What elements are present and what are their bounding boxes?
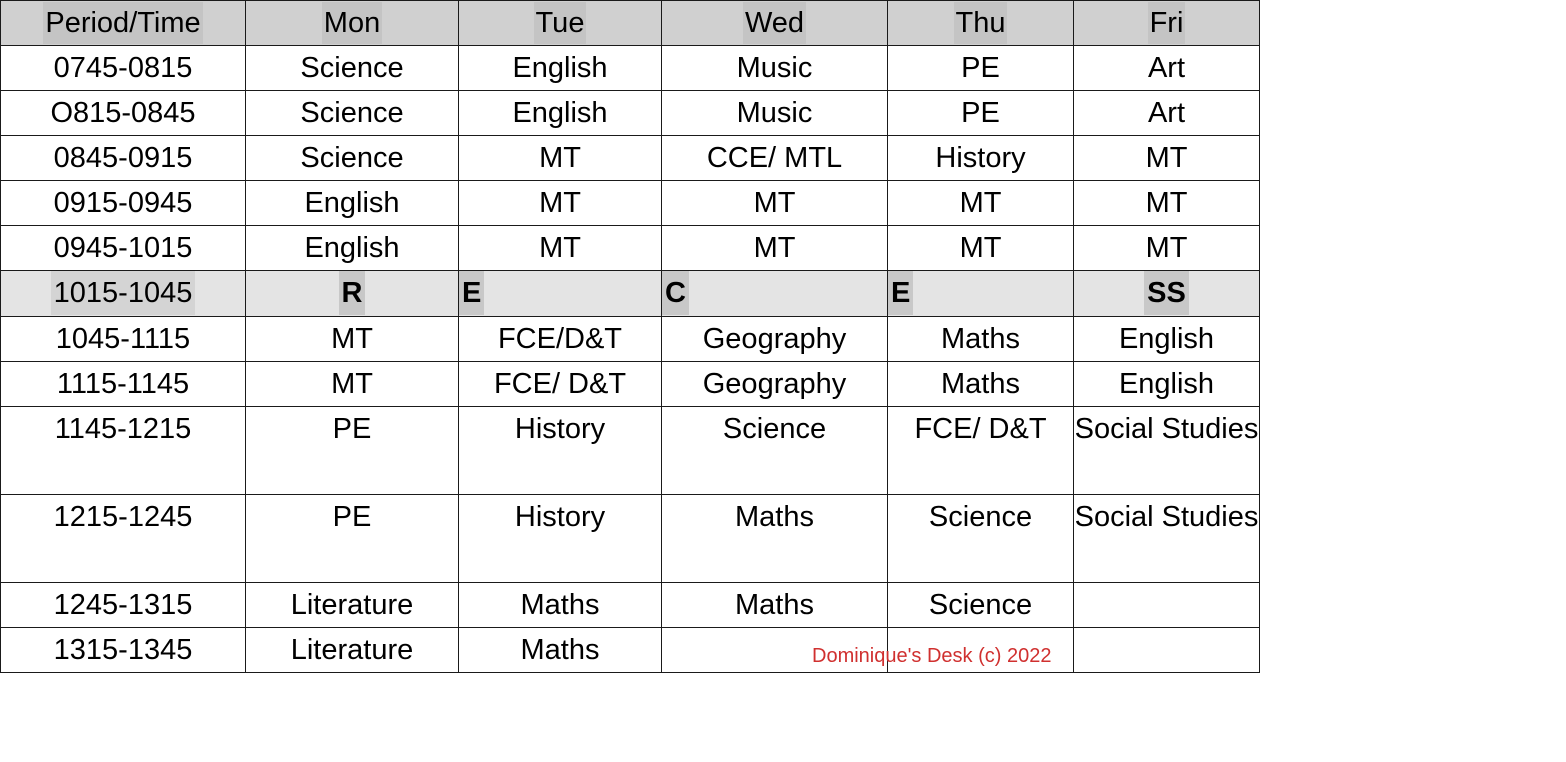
subject-cell: MT [888, 181, 1074, 226]
subject-cell: Science [246, 46, 459, 91]
subject-cell: English [459, 46, 662, 91]
subject-cell: PE [888, 46, 1074, 91]
subject-cell: Science [246, 91, 459, 136]
subject-cell: PE [246, 407, 459, 495]
table-row [1, 91, 1260, 136]
subject-cell: FCE/ D&T [888, 407, 1074, 495]
subject-cell [1074, 583, 1260, 628]
table-row [1, 226, 1260, 271]
subject-cell: CCE/ MTL [662, 136, 888, 181]
header-mon: Mon [246, 1, 459, 46]
subject-cell: MT [246, 362, 459, 407]
subject-cell: MT [459, 181, 662, 226]
subject-cell: Geography [662, 362, 888, 407]
time-cell: 1115-1145 [1, 362, 246, 407]
subject-cell: English [459, 91, 662, 136]
subject-cell: Maths [888, 362, 1074, 407]
recess-letter-cell: C [662, 271, 888, 317]
recess-letter-cell: R [246, 271, 459, 317]
header-period-time: Period/Time [1, 1, 246, 46]
subject-cell: History [459, 407, 662, 495]
time-cell: 1145-1215 [1, 407, 246, 495]
subject-cell: History [888, 136, 1074, 181]
subject-cell: FCE/D&T [459, 317, 662, 362]
recess-row [1, 271, 1260, 317]
subject-cell: Science [888, 495, 1074, 583]
table-row [1, 407, 1260, 495]
subject-cell: PE [246, 495, 459, 583]
subject-cell: MT [1074, 181, 1260, 226]
table-row [1, 181, 1260, 226]
subject-cell: Music [662, 46, 888, 91]
table-row [1, 362, 1260, 407]
subject-cell: Art [1074, 91, 1260, 136]
subject-cell: Literature [246, 628, 459, 673]
subject-cell: Maths [662, 495, 888, 583]
subject-cell: MT [662, 226, 888, 271]
table-row [1, 136, 1260, 181]
time-cell: 0745-0815 [1, 46, 246, 91]
subject-cell: Social Studies [1074, 407, 1260, 495]
subject-cell: History [459, 495, 662, 583]
table-row [1, 628, 1260, 673]
subject-cell: MT [459, 226, 662, 271]
time-cell: 1215-1245 [1, 495, 246, 583]
subject-cell: Science [888, 583, 1074, 628]
subject-cell: FCE/ D&T [459, 362, 662, 407]
subject-cell: Maths [459, 628, 662, 673]
recess-letter-cell: SS [1074, 271, 1260, 317]
subject-cell: MT [1074, 226, 1260, 271]
time-cell: 1315-1345 [1, 628, 246, 673]
subject-cell: MT [459, 136, 662, 181]
subject-cell [1074, 628, 1260, 673]
subject-cell: MT [246, 317, 459, 362]
subject-cell: Science [662, 407, 888, 495]
time-cell: 0915-0945 [1, 181, 246, 226]
time-cell: 0845-0915 [1, 136, 246, 181]
subject-cell: Science [246, 136, 459, 181]
time-cell: 1045-1115 [1, 317, 246, 362]
subject-cell: Literature [246, 583, 459, 628]
table-row [1, 495, 1260, 583]
subject-cell: Social Studies [1074, 495, 1260, 583]
subject-cell: MT [1074, 136, 1260, 181]
recess-letter-cell: E [459, 271, 662, 317]
table-row [1, 46, 1260, 91]
time-cell: 0945-1015 [1, 226, 246, 271]
subject-cell: Maths [662, 583, 888, 628]
subject-cell: English [246, 226, 459, 271]
header-row [1, 1, 1260, 46]
header-fri: Fri [1074, 1, 1260, 46]
table-row [1, 583, 1260, 628]
subject-cell: MT [888, 226, 1074, 271]
subject-cell: Maths [888, 317, 1074, 362]
time-cell: 1245-1315 [1, 583, 246, 628]
subject-cell: English [1074, 317, 1260, 362]
time-cell: 1015-1045 [1, 271, 246, 317]
subject-cell: PE [888, 91, 1074, 136]
subject-cell: MT [662, 181, 888, 226]
subject-cell: Maths [459, 583, 662, 628]
subject-cell: Geography [662, 317, 888, 362]
subject-cell: English [246, 181, 459, 226]
copyright-watermark: Dominique's Desk (c) 2022 [812, 645, 1052, 667]
recess-letter-cell: E [888, 271, 1074, 317]
header-wed: Wed [662, 1, 888, 46]
time-cell: O815-0845 [1, 91, 246, 136]
subject-cell: Music [662, 91, 888, 136]
subject-cell: English [1074, 362, 1260, 407]
header-tue: Tue [459, 1, 662, 46]
header-thu: Thu [888, 1, 1074, 46]
table-row [1, 317, 1260, 362]
subject-cell: Art [1074, 46, 1260, 91]
